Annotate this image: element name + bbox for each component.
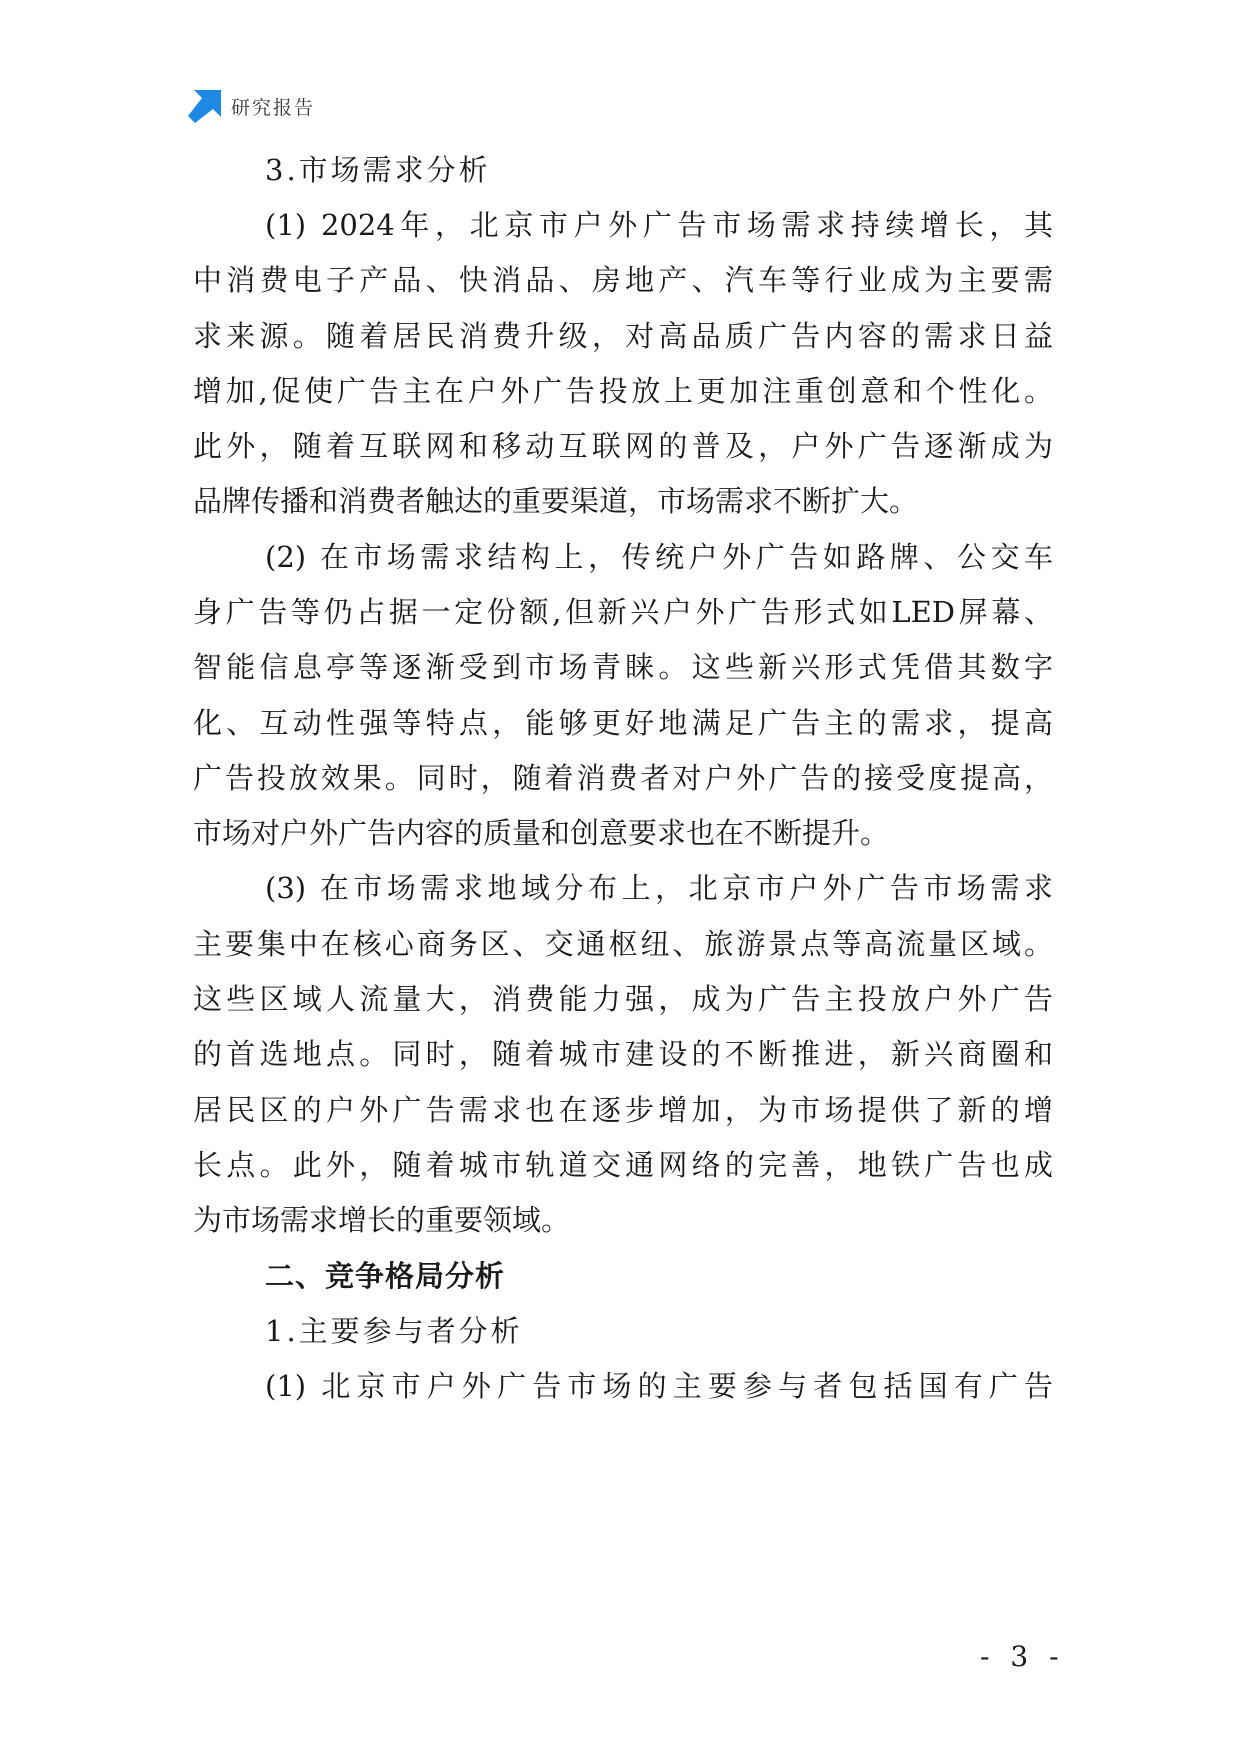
paragraph-line: 的首选地点。同时，随着城市建设的不断推进，新兴商圈和 — [193, 1037, 1053, 1071]
paragraph-line: 长点。此外，随着城市轨道交通网络的完善，地铁广告也成 — [193, 1148, 1053, 1182]
paragraph-line: 求来源。随着居民消费升级，对高品质广告内容的需求日益 — [193, 319, 1053, 353]
section-heading-market-demand: 3.市场需求分析 — [265, 153, 491, 187]
paragraph-line: 市场对户外广告内容的质量和创意要求也在不断提升。 — [193, 816, 890, 850]
paragraph-line: 此外，随着互联网和移动互联网的普及，户外广告逐渐成为 — [193, 429, 1053, 463]
report-header — [188, 88, 315, 124]
header-label: 研究报告 — [231, 96, 316, 119]
paragraph-line: 品牌传播和消费者触达的重要渠道，市场需求不断扩大。 — [193, 484, 919, 518]
paragraph-line: 广告投放效果。同时，随着消费者对户外广告的接受度提高， — [193, 761, 1053, 795]
paragraph-line: 身广告等仍占据一定份额,但新兴户外广告形式如LED屏幕、 — [193, 595, 1053, 629]
paragraph-line: 这些区域人流量大，消费能力强，成为广告主投放户外广告 — [193, 982, 1053, 1016]
paragraph-line: 主要集中在核心商务区、交通枢纽、旅游景点等高流量区域。 — [193, 927, 1053, 961]
paragraph-line: (3) 在市场需求地域分布上，北京市户外广告市场需求 — [265, 871, 1053, 905]
paragraph-line: 增加,促使广告主在户外广告投放上更加注重创意和个性化。 — [193, 374, 1053, 408]
paragraph-line: 智能信息亭等逐渐受到市场青睐。这些新兴形式凭借其数字 — [193, 650, 1053, 684]
section-heading-participants: 1.主要参与者分析 — [265, 1314, 523, 1348]
paragraph-line: (1) 北京市户外广告市场的主要参与者包括国有广告 — [265, 1369, 1053, 1403]
paragraph-line: (1) 2024年，北京市户外广告市场需求持续增长，其 — [265, 208, 1053, 242]
page-number: - 3 - — [980, 1640, 1065, 1673]
chapter-heading-competition: 二、竞争格局分析 — [265, 1259, 506, 1293]
arrow-up-right-icon — [188, 90, 221, 123]
paragraph-line: 化、互动性强等特点，能够更好地满足广告主的需求，提高 — [193, 706, 1053, 740]
paragraph-line: 居民区的户外广告需求也在逐步增加，为市场提供了新的增 — [193, 1093, 1053, 1127]
paragraph-line: (2) 在市场需求结构上，传统户外广告如路牌、公交车 — [265, 540, 1053, 574]
paragraph-line: 中消费电子产品、快消品、房地产、汽车等行业成为主要需 — [193, 263, 1053, 297]
paragraph-line: 为市场需求增长的重要领域。 — [193, 1203, 571, 1237]
